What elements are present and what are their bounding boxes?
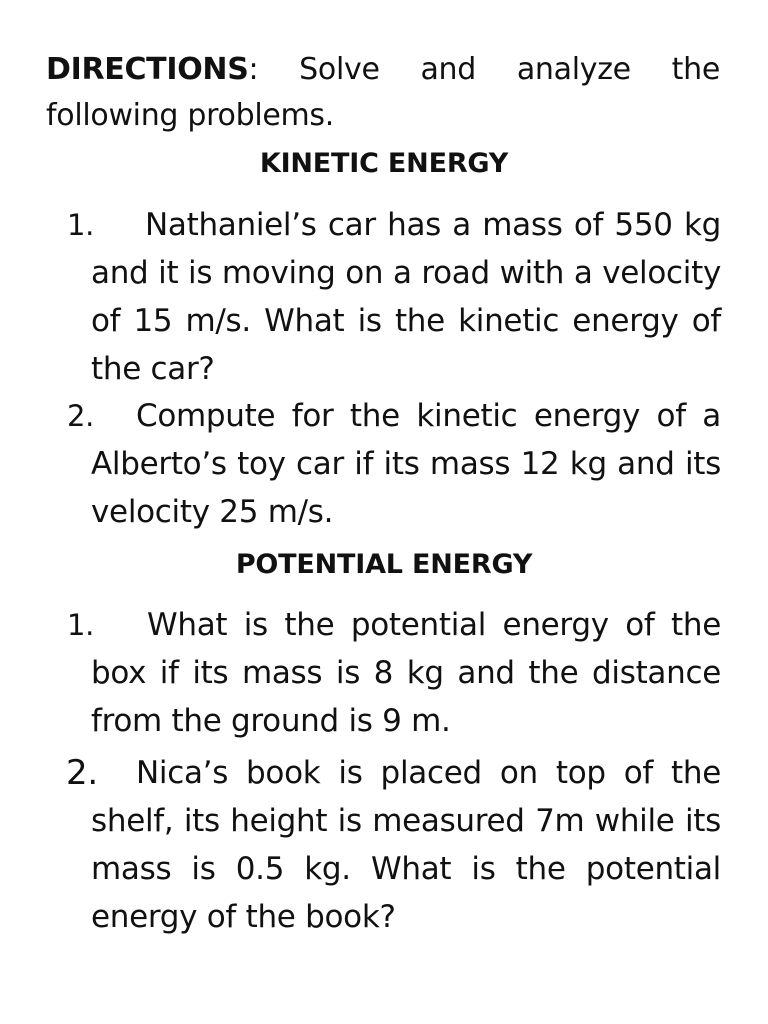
problem-number: 1.: [67, 608, 95, 642]
problem-text: Compute for the kinetic energy of a Alberto’s toy car if its mass 12 kg and its velocity 25 m/s.: [91, 398, 721, 530]
potential-problem-1: [67, 601, 721, 745]
kinetic-problem-1: [67, 201, 721, 393]
potential-problem-2: [66, 749, 721, 941]
problem-text: Nica’s book is placed on top of the shelf, its height is measured 7m while its mass is 0.5 kg. What is the potential energy of the book?: [91, 755, 721, 935]
problem-number: 2.: [67, 399, 95, 433]
directions-text: : Solve and analyze the following problems.: [46, 52, 720, 133]
problem-number: 1.: [67, 208, 95, 242]
directions-label: DIRECTIONS: [46, 52, 249, 87]
potential-energy-heading: POTENTIAL ENERGY: [235, 549, 533, 580]
problem-text: Nathaniel’s car has a mass of 550 kg and it is moving on a road with a velocity of 15 m/s. What is the kinetic energy of the car?: [91, 207, 721, 387]
kinetic-energy-heading: KINETIC ENERGY: [259, 148, 509, 179]
problem-text: What is the potential energy of the box if its mass is 8 kg and the distance from the ground is 9 m.: [91, 607, 721, 739]
kinetic-problem-2: [67, 392, 721, 536]
problem-number: 2.: [66, 753, 98, 793]
directions-paragraph: [46, 47, 720, 139]
